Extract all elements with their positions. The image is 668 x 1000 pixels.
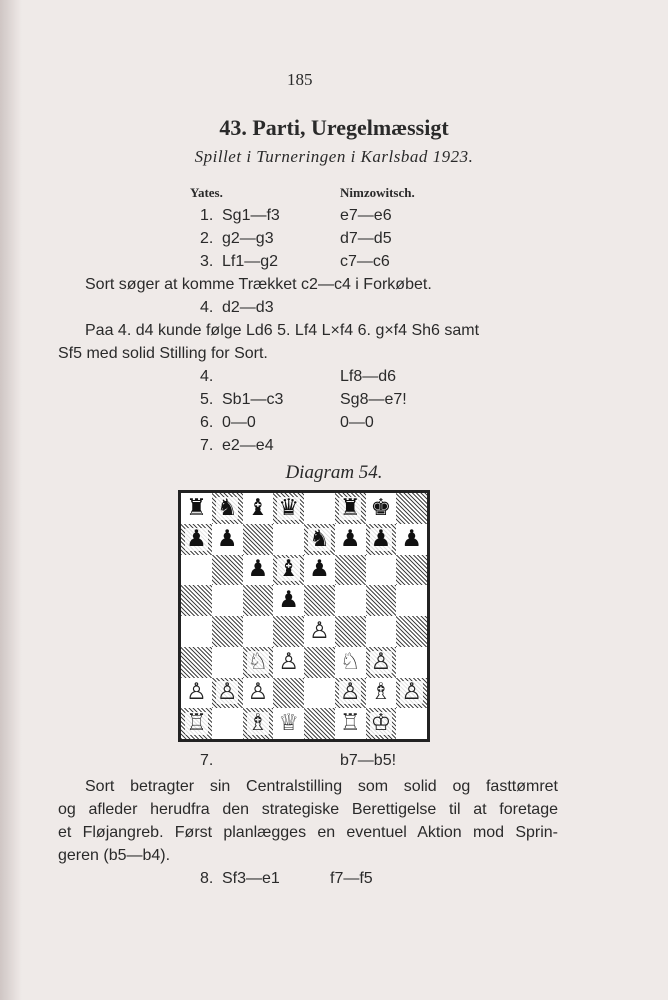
light-square [212, 524, 243, 555]
white-move: Sg1—f3 [222, 207, 280, 224]
dark-square [396, 555, 427, 586]
black-move: f7—f5 [330, 870, 373, 887]
commentary-3-line: et Fløjangreb. Først planlægges en eventuel Aktion mod Sprin- [58, 824, 558, 841]
light-square [335, 524, 366, 555]
light-square [273, 647, 304, 678]
white-pawn-icon: ♙ [339, 679, 361, 706]
dark-square [396, 616, 427, 647]
black-move: c7—c6 [340, 253, 390, 270]
dark-square [366, 585, 397, 616]
light-square [181, 493, 212, 524]
white-player-name: Yates. [190, 185, 223, 200]
white-bishop-icon: ♗ [370, 679, 392, 706]
light-square [273, 585, 304, 616]
light-square [243, 555, 274, 586]
light-square [273, 524, 304, 555]
black-pawn-icon: ♟ [186, 525, 207, 552]
black-bishop-icon: ♝ [247, 494, 269, 521]
light-square [304, 493, 335, 524]
black-pawn-icon: ♟ [401, 525, 422, 552]
white-rook-icon: ♖ [186, 710, 207, 737]
commentary-3 [58, 775, 558, 867]
light-square [212, 647, 243, 678]
white-move: e2—e4 [222, 437, 274, 454]
black-pawn-icon: ♟ [247, 556, 269, 583]
white-move: Lf1—g2 [222, 253, 279, 270]
move-number: 4. [200, 368, 214, 385]
dark-square [335, 555, 366, 586]
dark-square [212, 678, 243, 709]
black-bishop-icon: ♝ [278, 556, 299, 583]
dark-square [335, 678, 366, 709]
white-move: g2—g3 [222, 230, 274, 247]
dark-square [243, 585, 274, 616]
light-square [243, 616, 274, 647]
dark-square [304, 647, 335, 678]
black-pawn-icon: ♟ [370, 525, 392, 552]
move-number: 5. [200, 391, 214, 408]
commentary-2-line1: Paa 4. d4 kunde følge Ld6 5. Lf4 L×f4 6. g×f4 Sh6 samt [85, 322, 480, 339]
black-player-name: Nimzowitsch. [340, 185, 415, 200]
dark-square [181, 524, 212, 555]
light-square [396, 585, 427, 616]
commentary-3-line: og afleder herudfra den strategiske Berettigelse til at foretage [58, 801, 558, 818]
dark-square [212, 555, 243, 586]
light-square [335, 585, 366, 616]
dark-square [212, 493, 243, 524]
black-rook-icon: ♜ [339, 494, 361, 521]
white-pawn-icon: ♙ [247, 679, 269, 706]
dark-square [304, 708, 335, 739]
dark-square [212, 616, 243, 647]
commentary-1: Sort søger at komme Trækket c2—c4 i Forkøbet. [85, 276, 432, 293]
white-move: Sb1—c3 [222, 391, 284, 408]
move-number: 4. [200, 299, 214, 316]
light-square [396, 524, 427, 555]
white-move: d2—d3 [222, 299, 274, 316]
move-number: 8. [200, 870, 214, 887]
white-pawn-icon: ♙ [370, 648, 392, 675]
black-move: b7—b5! [340, 752, 397, 769]
white-pawn-icon: ♙ [309, 617, 330, 644]
move-number: 1. [200, 207, 214, 224]
game-title: 43. Parti, Uregelmæssigt [219, 115, 449, 140]
light-square [366, 493, 397, 524]
move-number: 7. [200, 437, 214, 454]
light-square [212, 708, 243, 739]
light-square [243, 678, 274, 709]
light-square [243, 493, 274, 524]
light-square [273, 708, 304, 739]
black-pawn-icon: ♟ [339, 525, 361, 552]
white-queen-icon: ♕ [278, 710, 299, 737]
commentary-3-line: Sort betragter sin Centralstilling som solid og fasttømret [85, 778, 558, 795]
black-knight-icon: ♞ [309, 525, 330, 552]
move-number: 2. [200, 230, 214, 247]
white-knight-icon: ♘ [247, 648, 269, 675]
game-subtitle: Spillet i Turneringen i Karlsbad 1923. [194, 147, 474, 166]
white-pawn-icon: ♙ [401, 679, 422, 706]
black-pawn-icon: ♟ [278, 587, 299, 614]
light-square [396, 647, 427, 678]
dark-square [396, 678, 427, 709]
move-number: 6. [200, 414, 214, 431]
commentary-3-line: geren (b5—b4). [58, 847, 171, 864]
dark-square [396, 493, 427, 524]
black-move: 0—0 [340, 414, 374, 431]
dark-square [366, 647, 397, 678]
white-pawn-icon: ♙ [186, 679, 207, 706]
black-pawn-icon: ♟ [309, 556, 330, 583]
black-move: Lf8—d6 [340, 368, 397, 385]
light-square [396, 708, 427, 739]
dark-square [366, 708, 397, 739]
dark-square [181, 647, 212, 678]
dark-square [181, 585, 212, 616]
black-pawn-icon: ♟ [216, 525, 238, 552]
black-king-icon: ♚ [370, 494, 392, 521]
white-move: Sf3—e1 [222, 870, 280, 887]
light-square [366, 555, 397, 586]
light-square [304, 678, 335, 709]
black-knight-icon: ♞ [216, 494, 238, 521]
chess-diagram [178, 490, 430, 742]
light-square [181, 555, 212, 586]
diagram-title: Diagram 54. [285, 462, 383, 483]
light-square [366, 616, 397, 647]
move-number: 3. [200, 253, 214, 270]
black-move: e7—e6 [340, 207, 392, 224]
dark-square [273, 678, 304, 709]
move-number: 7. [200, 752, 214, 769]
dark-square [181, 708, 212, 739]
dark-square [273, 555, 304, 586]
dark-square [335, 493, 366, 524]
black-queen-icon: ♛ [278, 494, 299, 521]
light-square [181, 616, 212, 647]
dark-square [243, 647, 274, 678]
dark-square [366, 524, 397, 555]
page-number: 185 [287, 70, 313, 89]
white-rook-icon: ♖ [339, 710, 361, 737]
light-square [304, 555, 335, 586]
white-pawn-icon: ♙ [278, 648, 299, 675]
white-move: 0—0 [222, 414, 256, 431]
white-bishop-icon: ♗ [247, 710, 269, 737]
white-king-icon: ♔ [370, 710, 392, 737]
dark-square [273, 616, 304, 647]
dark-square [304, 585, 335, 616]
light-square [366, 678, 397, 709]
light-square [181, 678, 212, 709]
black-move: Sg8—e7! [340, 391, 407, 408]
white-knight-icon: ♘ [339, 648, 361, 675]
black-rook-icon: ♜ [186, 494, 207, 521]
dark-square [304, 524, 335, 555]
dark-square [335, 616, 366, 647]
light-square [212, 585, 243, 616]
dark-square [243, 524, 274, 555]
dark-square [243, 708, 274, 739]
light-square [335, 647, 366, 678]
dark-square [273, 493, 304, 524]
black-move: d7—d5 [340, 230, 392, 247]
commentary-2-line2: Sf5 med solid Stilling for Sort. [58, 345, 268, 362]
white-pawn-icon: ♙ [216, 679, 238, 706]
light-square [335, 708, 366, 739]
light-square [304, 616, 335, 647]
